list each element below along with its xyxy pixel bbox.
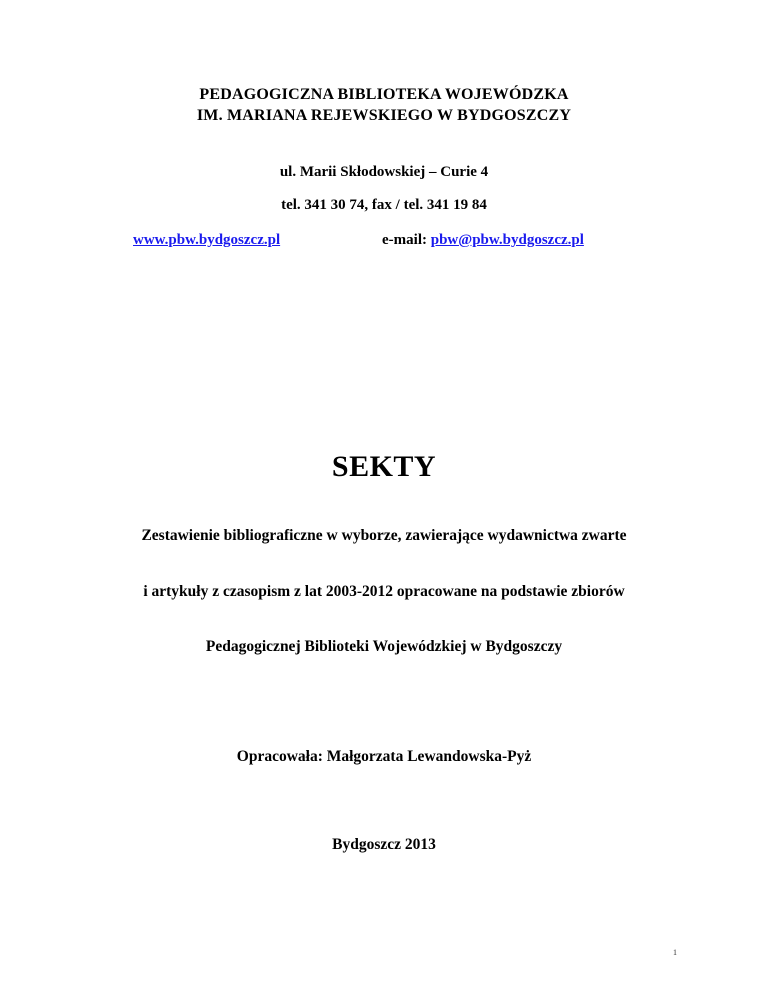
address: ul. Marii Skłodowskiej – Curie 4: [279, 164, 489, 180]
email-link[interactable]: pbw@pbw.bydgoszcz.pl: [430, 232, 584, 248]
institution-name-line1: PEDAGOGICZNA BIBLIOTEKA WOJEWÓDZKA: [199, 86, 569, 103]
phone-fax: tel. 341 30 74, fax / tel. 341 19 84: [281, 197, 487, 213]
page-number: 1: [673, 948, 677, 957]
institution-name-line2: IM. MARIANA REJEWSKIEGO W BYDGOSZCZY: [196, 107, 572, 124]
description-line3: Pedagogicznej Biblioteki Wojewódzkiej w Bydgoszczy: [205, 638, 563, 655]
document-title: SEKTY: [331, 450, 437, 483]
author: Opracowała: Małgorzata Lewandowska-Pyż: [236, 748, 532, 765]
website-link[interactable]: www.pbw.bydgoszcz.pl: [133, 232, 281, 248]
email-label: e-mail:: [382, 232, 427, 248]
description-line2: i artykuły z czasopism z lat 2003-2012 opracowane na podstawie zbiorów: [143, 583, 625, 600]
contact-row: [0, 232, 768, 252]
place-year: Bydgoszcz 2013: [332, 836, 436, 853]
description-line1: Zestawienie bibliograficzne w wyborze, zawierające wydawnictwa zwarte: [141, 527, 627, 544]
email-block: [382, 232, 584, 249]
